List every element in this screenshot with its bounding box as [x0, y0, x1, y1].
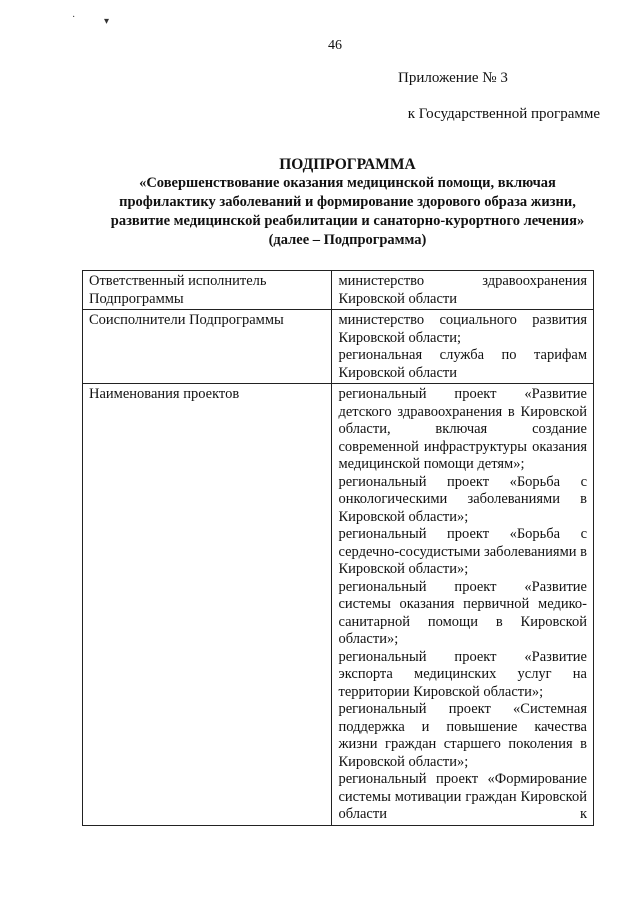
row-label: Наименования проектов — [83, 384, 332, 826]
value-paragraph: региональный проект «Развитие системы оказания первичной медико-санитарной помощи в Кировской области»; — [338, 578, 587, 647]
table-row — [83, 384, 594, 826]
title-line: профилактику заболеваний и формирование здорового образа жизни, — [119, 194, 576, 210]
value-paragraph: министерство здравоохранения Кировской области — [338, 273, 587, 307]
appendix-reference: к Государственной программе — [407, 106, 600, 122]
row-label: Ответственный исполнитель Подпрограммы — [83, 271, 332, 310]
page-number: 46 — [328, 38, 342, 53]
value-paragraph: региональная служба по тарифам Кировской области — [338, 347, 587, 381]
title-line: развитие медицинской реабилитации и санаторно-курортного лечения» — [110, 213, 585, 229]
subprogram-title — [70, 155, 625, 250]
subprogram-passport-table — [82, 270, 594, 826]
value-paragraph: региональный проект «Формирование системы мотивации граждан Кировской области к — [338, 771, 587, 822]
row-value — [332, 310, 594, 384]
appendix-label: Приложение № 3 — [398, 70, 508, 86]
value-paragraph: региональный проект «Борьба с онкологическими заболеваниями в Кировской области»; — [338, 473, 587, 525]
table-row — [83, 271, 594, 310]
value-paragraph: региональный проект «Борьба с сердечно-сосудистыми заболеваниями в Кировской области»; — [338, 526, 587, 577]
title-line: (далее – Подпрограмма) — [268, 232, 427, 248]
title-heading: ПОДПРОГРАММА — [279, 156, 416, 173]
value-paragraph: министерство социального развития Кировской области; — [338, 312, 587, 346]
value-paragraph: региональный проект «Развитие детского здравоохранения в Кировской области, включая создание современной инфраструктуры оказания медицинской помощи детям»; — [338, 386, 587, 472]
table-row — [83, 310, 594, 384]
value-paragraph: региональный проект «Системная поддержка и повышение качества жизни граждан старшего поколения в Кировской области»; — [338, 701, 587, 770]
title-line: «Совершенствование оказания медицинской помощи, включая — [139, 175, 556, 191]
scan-speck: · — [72, 12, 76, 23]
scan-speck: ▾ — [104, 16, 110, 27]
row-value — [332, 384, 594, 826]
value-paragraph: региональный проект «Развитие экспорта медицинских услуг на территории Кировской области»; — [338, 648, 587, 700]
row-label: Соисполнители Подпрограммы — [83, 310, 332, 384]
row-value — [332, 271, 594, 310]
